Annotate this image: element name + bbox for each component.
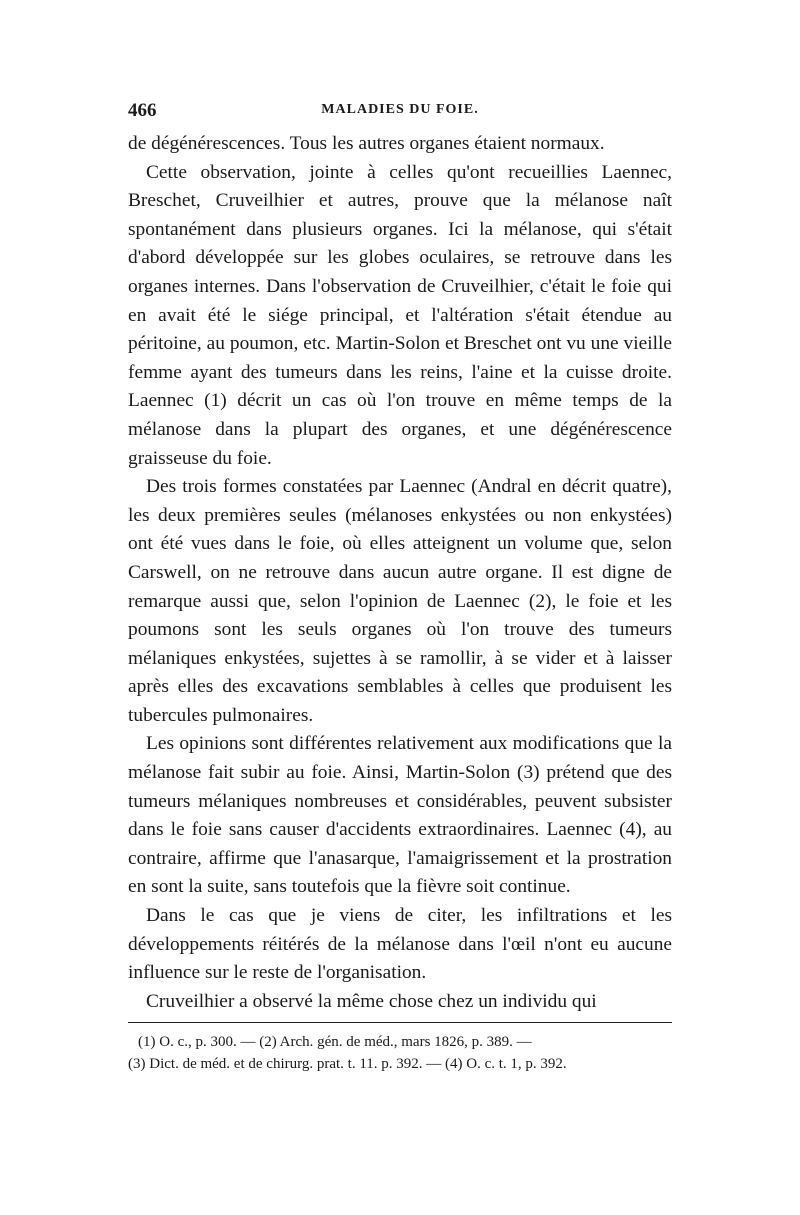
- paragraph: de dégénérescences. Tous les autres organes étaient normaux.: [128, 133, 605, 154]
- paragraph: Les opinions sont différentes relativement aux modifications que la mélanose fait subir au foie. Ainsi, Martin-Solon (3) prétend que des tumeurs mélaniques nombreuses et considérables, peuvent subsister dans le foie sans causer d'accidents extraordinaires. Laennec (4), au contraire, affirme que l'anasarque, l'amaigrissement et la prostration en sont la suite, sans toutefois que la fièvre soit continue.: [128, 733, 672, 898]
- footnote-line: (3) Dict. de méd. et de chirurg. prat. t. 11. p. 392. — (4) O. c. t. 1, p. 392.: [128, 1056, 567, 1073]
- page-header: [128, 100, 672, 130]
- footnote-line: (1) O. c., p. 300. — (2) Arch. gén. de méd., mars 1826, p. 389. —: [138, 1034, 532, 1051]
- paragraph: Cruveilhier a observé la même chose chez un individu qui: [146, 990, 597, 1012]
- footnotes: [128, 1031, 672, 1075]
- footnote-divider: [128, 1022, 672, 1023]
- body-text: [128, 130, 672, 1016]
- paragraph: Dans le cas que je viens de citer, les infiltrations et les développements réitérés de la mélanose dans l'œil n'ont eu aucune influence sur le reste de l'organisation.: [128, 905, 672, 984]
- paragraph: Des trois formes constatées par Laennec (Andral en décrit quatre), les deux premières seules (mélanoses enkystées ou non enkystées) ont été vues dans le foie, où elles atteignent un volume que, selon Carswell, on ne retrouve dans aucun autre organe. Il est digne de remarque aussi que, selon l'opinion de Laennec (2), le foie et les poumons sont les seuls organes où l'on trouve des tumeurs mélaniques enkystées, sujettes à se ramollir, à se vider et à laisser après elles des excavations semblables à celles que produisent les tubercules pulmonaires.: [128, 476, 672, 726]
- paragraph: Cette observation, jointe à celles qu'ont recueillies Laennec, Breschet, Cruveilhier et autres, prouve que la mélanose naît spontanément dans plusieurs organes. Ici la mélanose, qui s'était d'abord développée sur les globes oculaires, se retrouve dans les organes internes. Dans l'observation de Cruveilhier, c'était le foie qui en avait été le siége principal, et l'altération s'était étendue au péritoine, au poumon, etc. Martin-Solon et Breschet ont vu une vieille femme ayant des tumeurs dans les reins, l'aine et la cuisse droite. Laennec (1) décrit un cas où l'on trouve en même temps de la mélanose dans la plupart des organes, et une dégénérescence graisseuse du foie.: [128, 161, 672, 469]
- running-head: MALADIES DU FOIE.: [321, 102, 479, 117]
- page-number: 466: [128, 100, 157, 121]
- book-page: [128, 100, 672, 1075]
